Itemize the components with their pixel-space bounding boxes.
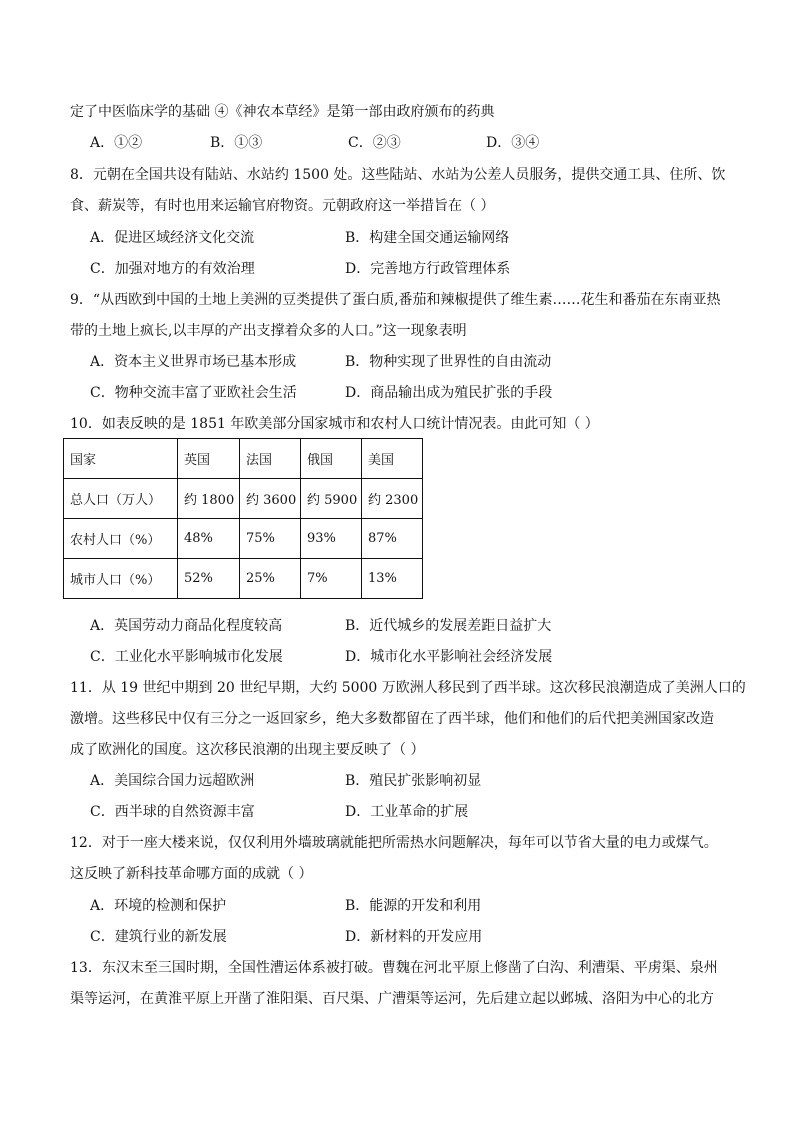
table-cell: 约 2300: [362, 479, 423, 519]
table-cell: 25%: [240, 559, 301, 599]
q12-option-b[interactable]: B．能源的开发和利用: [345, 898, 482, 914]
q7-option-a[interactable]: A．①②: [90, 135, 143, 151]
q11-option-c[interactable]: C．西半球的自然资源丰富: [90, 804, 255, 820]
q8-stem-line1: 8．元朝在全国共设有陆站、水站约 1500 处。这些陆站、水站为公差人员服务，提供交通工具、住所、饮: [70, 167, 726, 183]
q7-option-d[interactable]: D．③④: [486, 135, 540, 151]
q11-option-d[interactable]: D．工业革命的扩展: [345, 804, 469, 820]
table-cell: 约 3600: [240, 479, 301, 519]
table-cell: 农村人口（%）: [64, 519, 178, 559]
table-cell: 总人口（万人）: [64, 479, 178, 519]
q8-option-c[interactable]: C．加强对地方的有效治理: [90, 261, 255, 277]
q8-option-d[interactable]: D．完善地方行政管理体系: [345, 261, 511, 277]
q9-stem-line2: 带的土地上疯长,以丰厚的产出支撑着众多的人口。”这一现象表明: [70, 323, 467, 339]
table-cell: 7%: [301, 559, 362, 599]
q7-statement-tail: 定了中医临床学的基础 ④《神农本草经》是第一部由政府颁布的药典: [70, 104, 495, 120]
q12-stem-line2: 这反映了新科技革命哪方面的成就（ ）: [70, 866, 313, 882]
table-header-row: [64, 439, 423, 479]
q7-option-b[interactable]: B．①③: [210, 135, 263, 151]
q11-option-a[interactable]: A．美国综合国力远超欧洲: [90, 773, 255, 789]
table-header-cell: 英国: [178, 439, 240, 479]
table-row: [64, 559, 423, 599]
q11-stem-line2: 激增。这些移民中仅有三分之一返回家乡，绝大多数都留在了西半球，他们和他们的后代把美洲国家改造: [70, 711, 714, 727]
table-header-cell: 俄国: [301, 439, 362, 479]
q11-stem-line1: 11．从 19 世纪中期到 20 世纪早期，大约 5000 万欧洲人移民到了西半球。这次移民浪潮造成了美洲人口的: [70, 680, 746, 696]
q10-option-a[interactable]: A．英国劳动力商品化程度较高: [90, 618, 283, 634]
q11-stem-line3: 成了欧洲化的国度。这次移民浪潮的出现主要反映了（ ）: [70, 742, 425, 758]
q13-stem-line2: 渠等运河，在黄淮平原上开凿了淮阳渠、百尺渠、广漕渠等运河，先后建立起以邺城、洛阳为中心的北方: [70, 991, 714, 1007]
table-cell: 约 5900: [301, 479, 362, 519]
table-cell: 87%: [362, 519, 423, 559]
table-header-cell: 法国: [240, 439, 301, 479]
q12-option-a[interactable]: A．环境的检测和保护: [90, 898, 227, 914]
table-cell: 约 1800: [178, 479, 240, 519]
q8-stem-line2: 食、薪炭等，有时也用来运输官府物资。元朝政府这一举措旨在（ ）: [70, 198, 495, 214]
table-cell: 52%: [178, 559, 240, 599]
q9-option-c[interactable]: C．物种交流丰富了亚欧社会生活: [90, 385, 297, 401]
q9-option-b[interactable]: B．物种实现了世界性的自由流动: [345, 354, 552, 370]
q7-option-c[interactable]: C．②③: [348, 135, 401, 151]
q13-stem-line1: 13．东汉末至三国时期，全国性漕运体系被打破。曹魏在河北平原上修凿了白沟、利漕渠、平虏渠、泉州: [70, 960, 718, 976]
table-cell: 城市人口（%）: [64, 559, 178, 599]
q10-option-d[interactable]: D．城市化水平影响社会经济发展: [345, 649, 553, 665]
table-header-cell: 国家: [64, 439, 178, 479]
q12-stem-line1: 12．对于一座大楼来说，仅仅利用外墙玻璃就能把所需热水问题解决，每年可以节省大量的电力或煤气。: [70, 835, 718, 851]
q12-option-d[interactable]: D．新材料的开发应用: [345, 929, 483, 945]
q12-option-c[interactable]: C．建筑行业的新发展: [90, 929, 227, 945]
table-cell: 48%: [178, 519, 240, 559]
table-cell: 93%: [301, 519, 362, 559]
q8-option-b[interactable]: B．构建全国交通运输网络: [345, 230, 510, 246]
q11-option-b[interactable]: B．殖民扩张影响初显: [345, 773, 482, 789]
q10-option-c[interactable]: C．工业化水平影响城市化发展: [90, 649, 283, 665]
population-table: [63, 438, 423, 599]
table-row: [64, 519, 423, 559]
q9-option-d[interactable]: D．商品输出成为殖民扩张的手段: [345, 385, 553, 401]
table-header-cell: 美国: [362, 439, 423, 479]
q10-option-b[interactable]: B．近代城乡的发展差距日益扩大: [345, 618, 552, 634]
q10-stem: 10．如表反映的是 1851 年欧美部分国家城市和农村人口统计情况表。由此可知（ ）: [70, 416, 599, 432]
q9-stem-line1: 9．“从西欧到中国的土地上美洲的豆类提供了蛋白质,番茄和辣椒提供了维生素……花生和番茄在东南亚热: [70, 292, 721, 308]
table-cell: 75%: [240, 519, 301, 559]
table-cell: 13%: [362, 559, 423, 599]
table-row: [64, 479, 423, 519]
q8-option-a[interactable]: A．促进区域经济文化交流: [90, 230, 255, 246]
q9-option-a[interactable]: A．资本主义世界市场已基本形成: [90, 354, 297, 370]
